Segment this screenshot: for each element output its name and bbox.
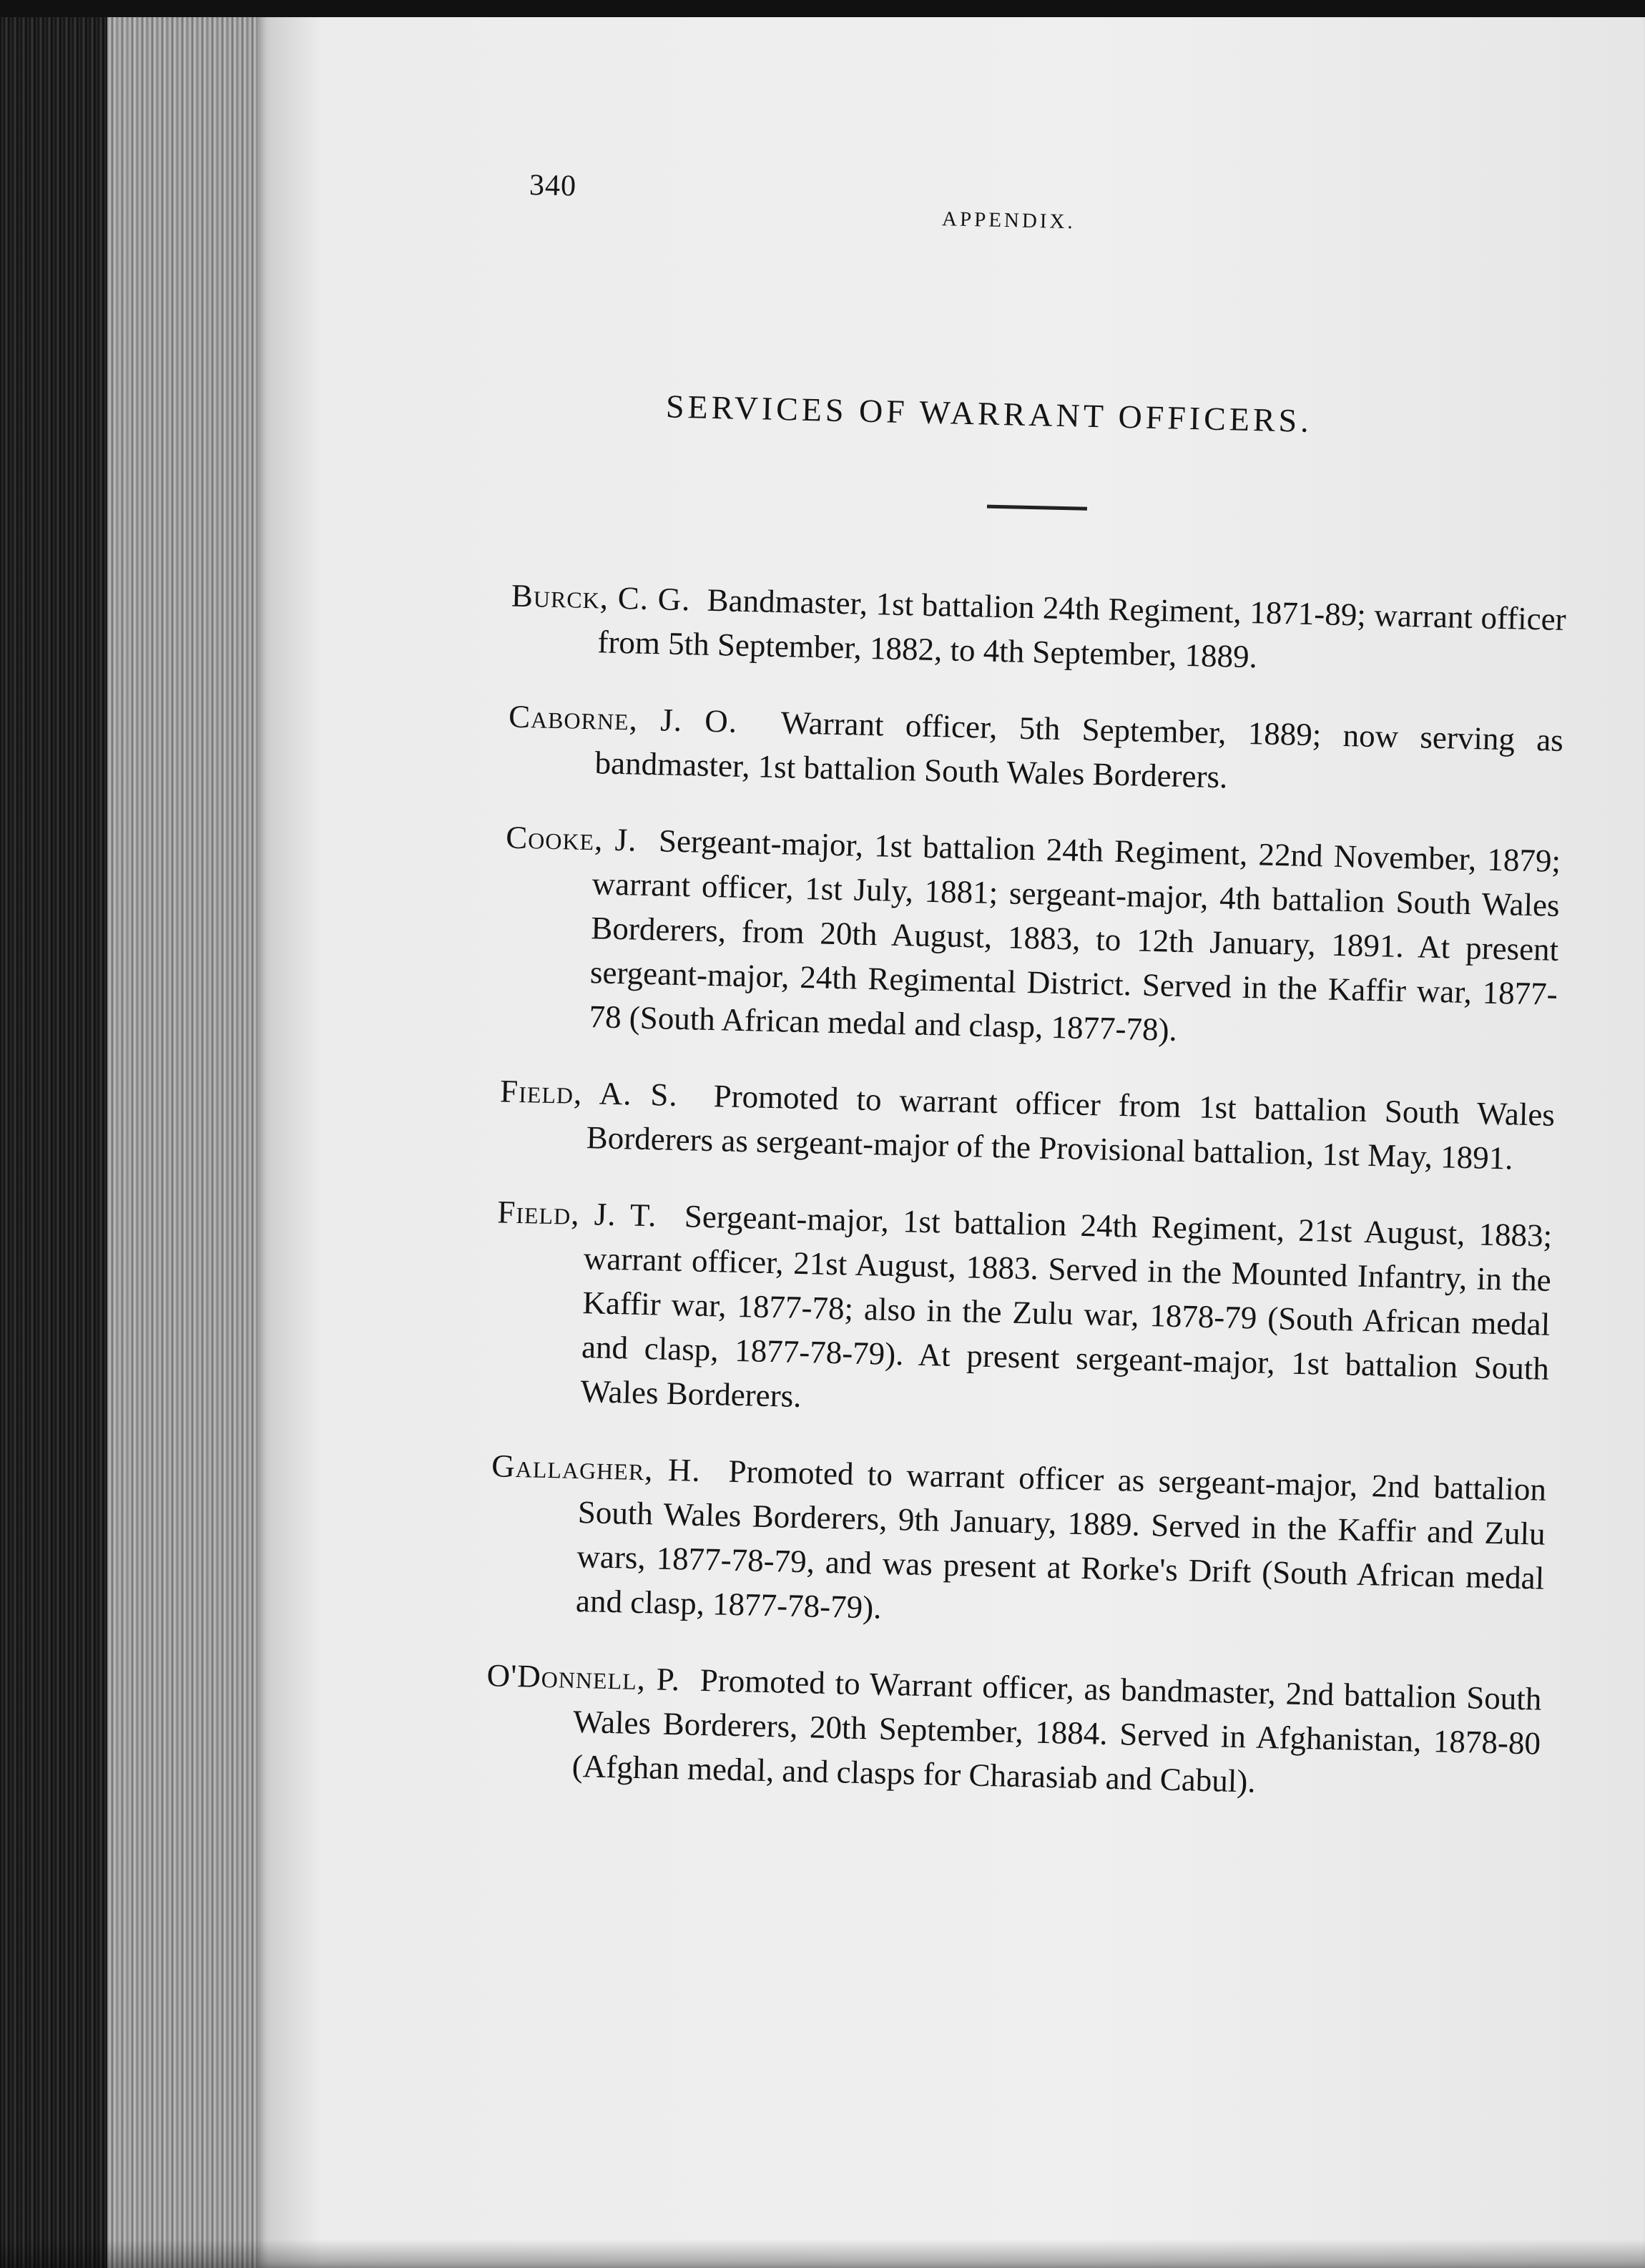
entries-list <box>483 541 1567 1839</box>
entry-text: Promoted to Warrant officer, as bandmaster, 2nd battalion South Wales Borderers, 20th September, 1884. Served in Afghanistan, 1878-80 (Afghan medal, and clasps for Charasiab and Cabul). <box>571 1661 1542 1800</box>
entry-name: Gallagher, H. <box>491 1448 702 1488</box>
entry-text: Promoted to warrant officer from 1st battalion South Wales Borderers as sergeant-major of the Provisional battalion, 1st May, 1891. <box>586 1078 1556 1177</box>
entry-name: O'Donnell, P. <box>486 1657 681 1698</box>
title-rule <box>987 505 1087 511</box>
entry-name: Caborne, J. O. <box>508 698 738 740</box>
section-title: SERVICES OF WARRANT OFFICERS. <box>665 388 1313 439</box>
page-number: 340 <box>529 168 577 203</box>
entry-text: Promoted to warrant officer as sergeant-major, 2nd battalion South Wales Borderers, 9th January, 1889. Served in the Kaffir and Zulu wars, 1877-78-79, and was present at Rorke's Drift (South African medal and clasp, 1877-78-79). <box>575 1453 1547 1626</box>
entry-name: Field, A. S. <box>499 1073 679 1114</box>
entry-gallagher <box>488 1443 1546 1644</box>
running-head: APPENDIX. <box>941 207 1076 234</box>
entry-text: Warrant officer, 5th September, 1889; now serving as bandmaster, 1st battalion South Wales Borderers. <box>594 705 1564 795</box>
entry-name: Field, J. T. <box>496 1194 657 1234</box>
entry-burck <box>510 574 1566 686</box>
entry-field-as <box>499 1069 1555 1181</box>
entry-odonnell <box>484 1653 1542 1810</box>
entry-caborne <box>507 694 1563 807</box>
entry-field-jt <box>493 1189 1553 1435</box>
entry-name: Burck, C. G. <box>511 577 691 618</box>
entry-text: Sergeant-major, 1st battalion 24th Regiment, 22nd November, 1879; warrant officer, 1st July, 1881; sergeant-major, 4th battalion South Wales Borderers, from 20th August, 1883, to 12th January, 1891. At present sergeant-major, 24th Regimental District. Served in the Kaffir war, 1877-78 (South African medal and clasp, 1877-78). <box>589 823 1561 1048</box>
entry-text: Bandmaster, 1st battalion 24th Regiment, 1871-89; warrant officer from 5th September, 1882, to 4th September, 1889. <box>596 581 1567 675</box>
entry-text: Sergeant-major, 1st battalion 24th Regiment, 21st August, 1883; warrant officer, 21st August, 1883. Served in the Mounted Infantry, in the Kaffir war, 1877-78; also in the Zulu war, 1878-79 (South African medal and clasp, 1877-78-79). At present sergeant-major, 1st battalion South Wales Borderers. <box>580 1198 1553 1415</box>
entry-name: Cooke, J. <box>505 819 638 858</box>
entry-cooke <box>501 815 1561 1060</box>
